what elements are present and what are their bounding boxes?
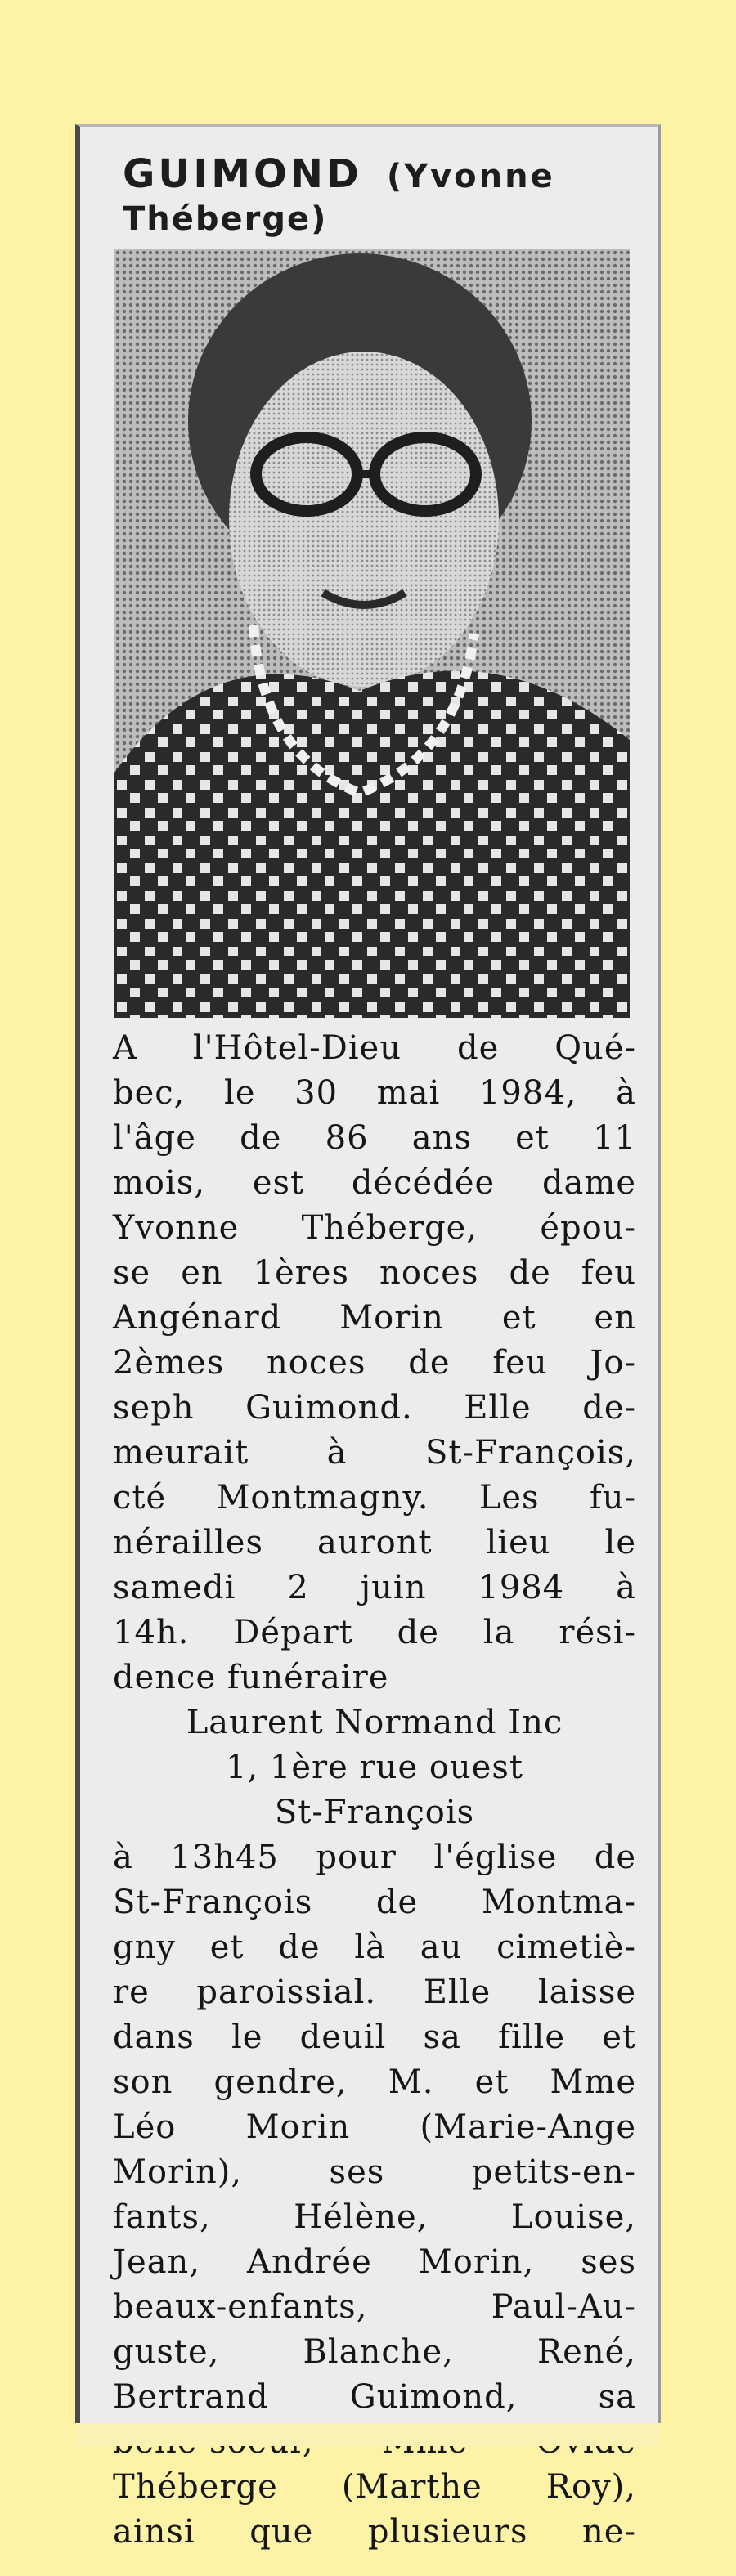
text-line: Jean, Andrée Morin, ses (113, 2243, 636, 2281)
text-line: Théberge (Marthe Roy), (113, 2468, 636, 2506)
text-line: 14h. Départ de la rési- (113, 1614, 636, 1651)
text-line-cut: ainsi que plusieurs ne- (113, 2513, 636, 2551)
text-line: dence funéraire (113, 1659, 389, 1696)
text-line: Léo Morin (Marie-Ange (113, 2108, 636, 2146)
text-line: l'âge de 86 ans et 11 (113, 1119, 636, 1157)
surname: GUIMOND (123, 151, 362, 197)
text-line: beaux-enfants, Paul-Au- (113, 2288, 636, 2326)
text-line: son gendre, M. et Mme (113, 2063, 636, 2101)
text-line: fants, Hélène, Louise, (113, 2198, 636, 2236)
text-line: Bertrand Guimond, sa (113, 2378, 636, 2416)
text-line: gny et de là au cimetiè- (113, 1929, 636, 1966)
obituary-text (113, 1026, 636, 2555)
text-line: re paroissial. Elle laisse (113, 1973, 636, 2011)
text-line: dans le deuil sa fille et (113, 2018, 636, 2056)
obituary-clipping (75, 124, 661, 2551)
text-line: bec, le 30 mai 1984, à (113, 1074, 636, 1112)
clipping-cut-edge (75, 2423, 661, 2446)
text-line: mois, est décédée dame (113, 1164, 636, 1202)
text-line-address: 1, 1ère rue ouest (226, 1749, 523, 1786)
obituary-header (123, 151, 646, 238)
text-line: Morin), ses petits-en- (113, 2153, 636, 2191)
text-line: guste, Blanche, René, (113, 2333, 636, 2371)
text-line: A l'Hôtel-Dieu de Qué- (113, 1029, 636, 1067)
text-line: se en 1ères noces de feu (113, 1254, 636, 1292)
text-line: seph Guimond. Elle de- (113, 1389, 636, 1427)
text-line: meurait à St-François, (113, 1434, 636, 1472)
text-line: à 13h45 pour l'église de (113, 1839, 636, 1876)
text-line: 2èmes noces de feu Jo- (113, 1344, 636, 1382)
portrait-photo (114, 249, 630, 1018)
maiden-name-close: Théberge) (123, 200, 328, 238)
maiden-name-open: (Yvonne (386, 158, 555, 195)
text-line: Yvonne Théberge, épou- (113, 1209, 636, 1247)
text-line: nérailles auront lieu le (113, 1524, 636, 1561)
text-line: Angénard Morin et en (113, 1299, 636, 1337)
text-line-town: St-François (274, 1794, 475, 1831)
text-line: cté Montmagny. Les fu- (113, 1479, 636, 1516)
text-line: St-François de Montma- (113, 1884, 636, 1921)
portrait-image (114, 249, 630, 1018)
text-line-funeral-home: Laurent Normand Inc (186, 1704, 563, 1741)
text-line: samedi 2 juin 1984 à (113, 1569, 636, 1606)
